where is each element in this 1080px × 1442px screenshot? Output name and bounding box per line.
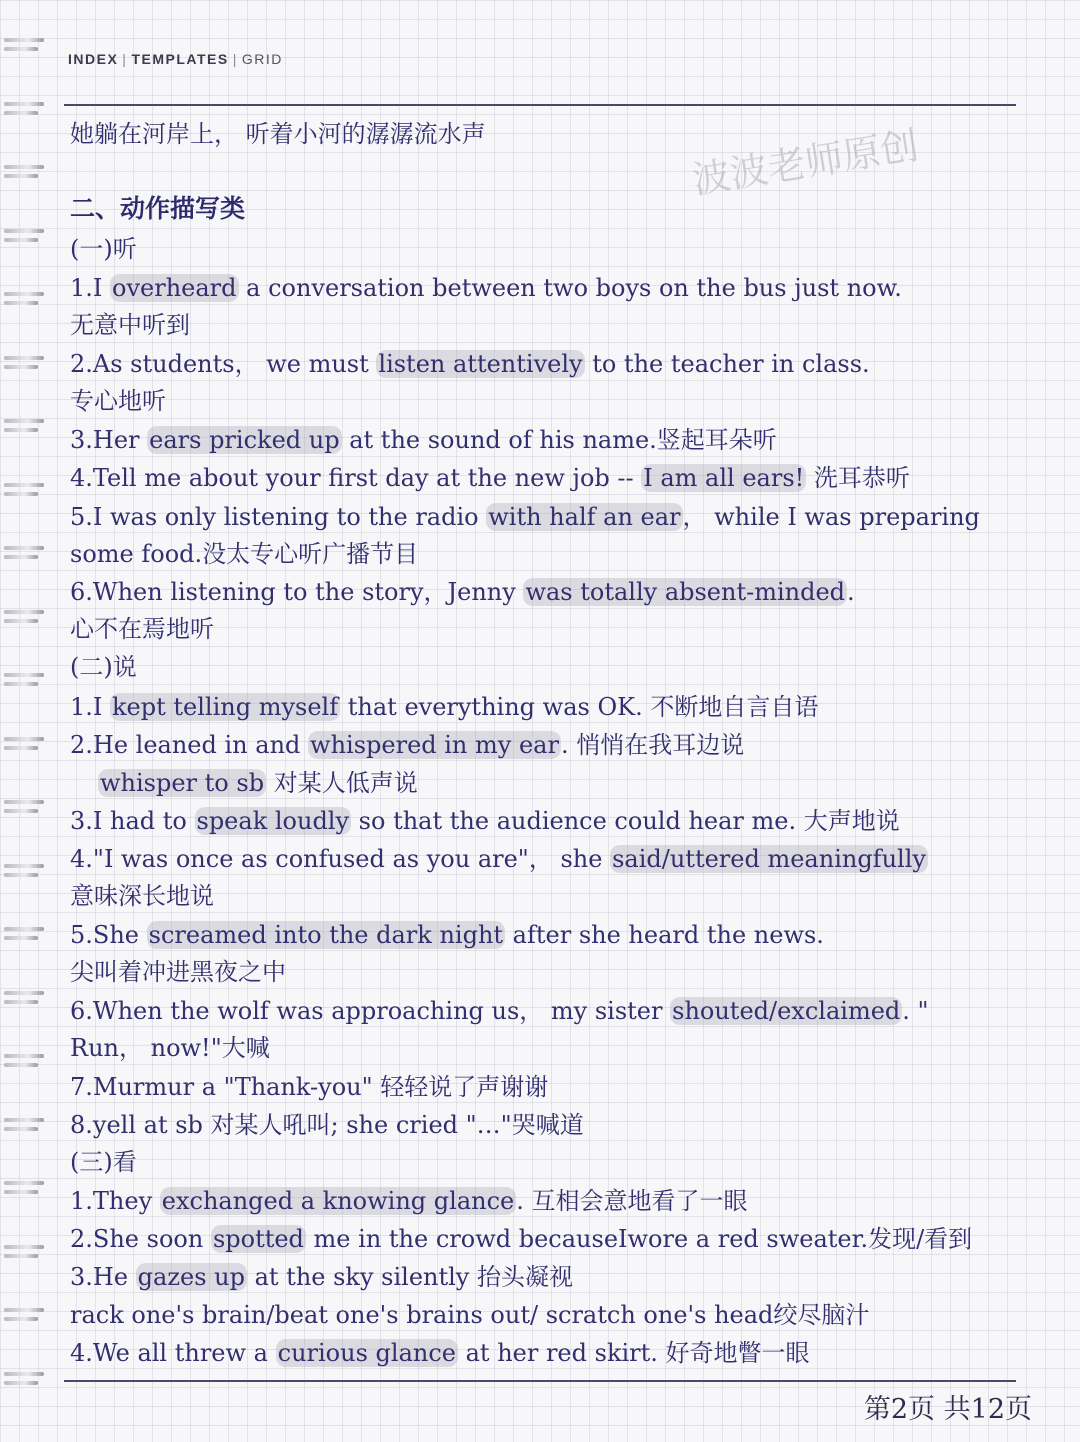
note-text: 4.We all threw a [70, 1339, 276, 1367]
note-text: rack one's brain/beat one's brains out/ scratch one's head绞尽脑汁 [70, 1301, 870, 1329]
spiral-ring [4, 288, 48, 310]
note-text: 洗耳恭听 [806, 464, 910, 492]
note-text: 3.I had to [70, 807, 195, 835]
note-text: 无意中听到 [70, 311, 190, 339]
note-line [70, 842, 1055, 876]
note-text: 3.He [70, 1263, 136, 1291]
header-separator: | [122, 51, 128, 67]
note-text: (一)听 [70, 235, 137, 263]
note-text: 1.They [70, 1187, 160, 1215]
highlighted-phrase: shouted/exclaimed [672, 997, 901, 1025]
note-line [70, 1222, 1055, 1256]
note-line [70, 117, 1055, 151]
note-text: 6.When the wolf was approaching us， my sister [70, 997, 671, 1025]
note-line [70, 804, 1055, 838]
note-text: 4.Tell me about your first day at the new job -- [70, 464, 642, 492]
note-text: 3.Her [70, 426, 148, 454]
note-text: 5.She [70, 921, 147, 949]
bottom-divider [64, 1380, 1016, 1382]
spiral-ring [4, 415, 48, 437]
spiral-ring [4, 860, 48, 882]
note-text: . " [902, 997, 929, 1025]
note-text: . 互相会意地看了一眼 [516, 1187, 748, 1215]
note-text: Run， now!"大喊 [70, 1034, 270, 1062]
spiral-ring [4, 923, 48, 945]
spiral-ring [4, 34, 48, 56]
spiral-ring [4, 479, 48, 501]
header-index[interactable]: INDEX [68, 51, 119, 67]
note-text: 8.yell at sb 对某人吼叫; she cried "…"哭喊道 [70, 1111, 584, 1139]
note-text: to the teacher in class. [584, 350, 870, 378]
note-line [70, 1184, 1055, 1218]
note-text: 1.I [70, 693, 111, 721]
highlighted-phrase: I am all ears! [643, 464, 805, 492]
note-text: 4."I was once as confused as you are"， she [70, 845, 611, 873]
note-text: 意味深长地说 [70, 882, 214, 910]
note-text: 2.She soon [70, 1225, 211, 1253]
note-text: 尖叫着冲进黑夜之中 [70, 958, 286, 986]
spiral-ring [4, 1177, 48, 1199]
spiral-binding [0, 0, 56, 1442]
note-text: . [847, 578, 855, 606]
note-text: 对某人低声说 [266, 769, 418, 797]
note-text: some food.没太专心听广播节目 [70, 540, 419, 568]
highlighted-phrase: with half an ear [488, 503, 681, 531]
spiral-ring [4, 1368, 48, 1390]
note-line [70, 384, 1055, 418]
highlighted-phrase: said/uttered meaningfully [612, 845, 926, 873]
note-line [70, 879, 1055, 913]
note-line [70, 347, 1055, 381]
highlighted-phrase: spotted [212, 1225, 304, 1253]
spiral-ring [4, 796, 48, 818]
note-text: 2.As students， we must [70, 350, 377, 378]
highlighted-phrase: ears pricked up [149, 426, 340, 454]
spiral-ring [4, 161, 48, 183]
highlighted-phrase: listen attentively [378, 350, 583, 378]
note-line [70, 1260, 1055, 1294]
highlighted-phrase: exchanged a knowing glance [161, 1187, 515, 1215]
note-text: 心不在焉地听 [70, 615, 214, 643]
note-text: (二)说 [70, 653, 137, 681]
note-text: that everything was OK. 不断地自言自语 [340, 693, 819, 721]
highlighted-phrase: screamed into the dark night [148, 921, 504, 949]
spiral-ring [4, 1304, 48, 1326]
note-line [70, 271, 1055, 305]
spiral-ring [4, 987, 48, 1009]
note-line [70, 994, 1055, 1028]
highlighted-phrase: gazes up [137, 1263, 245, 1291]
note-text: 5.I was only listening to the radio [70, 503, 487, 531]
note-line [70, 308, 1055, 342]
note-line [70, 537, 1055, 571]
note-text: at the sound of his name.竖起耳朵听 [341, 426, 777, 454]
note-text: after she heard the news. [505, 921, 824, 949]
note-text: a conversation between two boys on the bus just now. [238, 274, 902, 302]
spiral-ring [4, 352, 48, 374]
spiral-ring [4, 225, 48, 247]
note-text: (三)看 [70, 1148, 137, 1176]
note-line [70, 955, 1055, 989]
highlighted-phrase: whisper to sb [100, 769, 265, 797]
spiral-ring [4, 1050, 48, 1072]
note-line [70, 918, 1055, 952]
watermark: 波波老师原创 [689, 123, 922, 203]
spiral-ring [4, 98, 48, 120]
note-text: 二、动作描写类 [70, 194, 246, 223]
note-text: 2.He leaned in and [70, 731, 309, 759]
highlighted-phrase: whispered in my ear [310, 731, 559, 759]
spiral-ring [4, 669, 48, 691]
note-text: ， while I was preparing [682, 503, 980, 531]
note-text: 6.When listening to the story，Jenny [70, 578, 524, 606]
highlighted-phrase: curious glance [277, 1339, 456, 1367]
note-text: me in the crowd becauseIwore a red sweater.发现/看到 [305, 1225, 973, 1253]
note-text: . 悄悄在我耳边说 [560, 731, 745, 759]
page-number: 第2页 共12页 [863, 1394, 1032, 1425]
highlighted-phrase: was totally absent-minded [525, 578, 846, 606]
note-line [70, 500, 1055, 534]
note-text: 1.I [70, 274, 111, 302]
note-text: so that the audience could hear me. 大声地说 [351, 807, 900, 835]
top-divider [64, 104, 1016, 106]
spiral-ring [4, 542, 48, 564]
note-line [70, 1298, 1055, 1332]
spiral-ring [4, 733, 48, 755]
spiral-ring [4, 1241, 48, 1263]
note-line [70, 1108, 1055, 1142]
note-line [70, 1336, 1055, 1370]
note-line [70, 1070, 1055, 1104]
note-line [70, 461, 1055, 495]
note-line [70, 232, 1055, 266]
spiral-ring [4, 606, 48, 628]
note-text: at her red skirt. 好奇地瞥一眼 [457, 1339, 810, 1367]
section-heading [70, 192, 1055, 226]
highlighted-phrase: overheard [112, 274, 237, 302]
header-templates[interactable]: TEMPLATES [131, 51, 229, 67]
note-line [70, 1145, 1055, 1179]
note-text: 专心地听 [70, 387, 166, 415]
note-line [98, 766, 1080, 800]
note-text: 7.Murmur a "Thank-you" 轻轻说了声谢谢 [70, 1073, 549, 1101]
note-line [70, 728, 1055, 762]
highlighted-phrase: kept telling myself [112, 693, 339, 721]
note-text: at the sky silently 抬头凝视 [246, 1263, 573, 1291]
spiral-ring [4, 1114, 48, 1136]
note-line [70, 423, 1055, 457]
note-line [70, 690, 1055, 724]
note-line [70, 650, 1055, 684]
highlighted-phrase: speak loudly [196, 807, 350, 835]
note-line [70, 1031, 1055, 1065]
header-nav [68, 51, 283, 67]
note-text: 她躺在河岸上， 听着小河的潺潺流水声 [70, 120, 486, 148]
header-separator: | [232, 51, 238, 67]
note-line [70, 612, 1055, 646]
note-line [70, 575, 1055, 609]
header-grid[interactable]: GRID [241, 51, 283, 67]
